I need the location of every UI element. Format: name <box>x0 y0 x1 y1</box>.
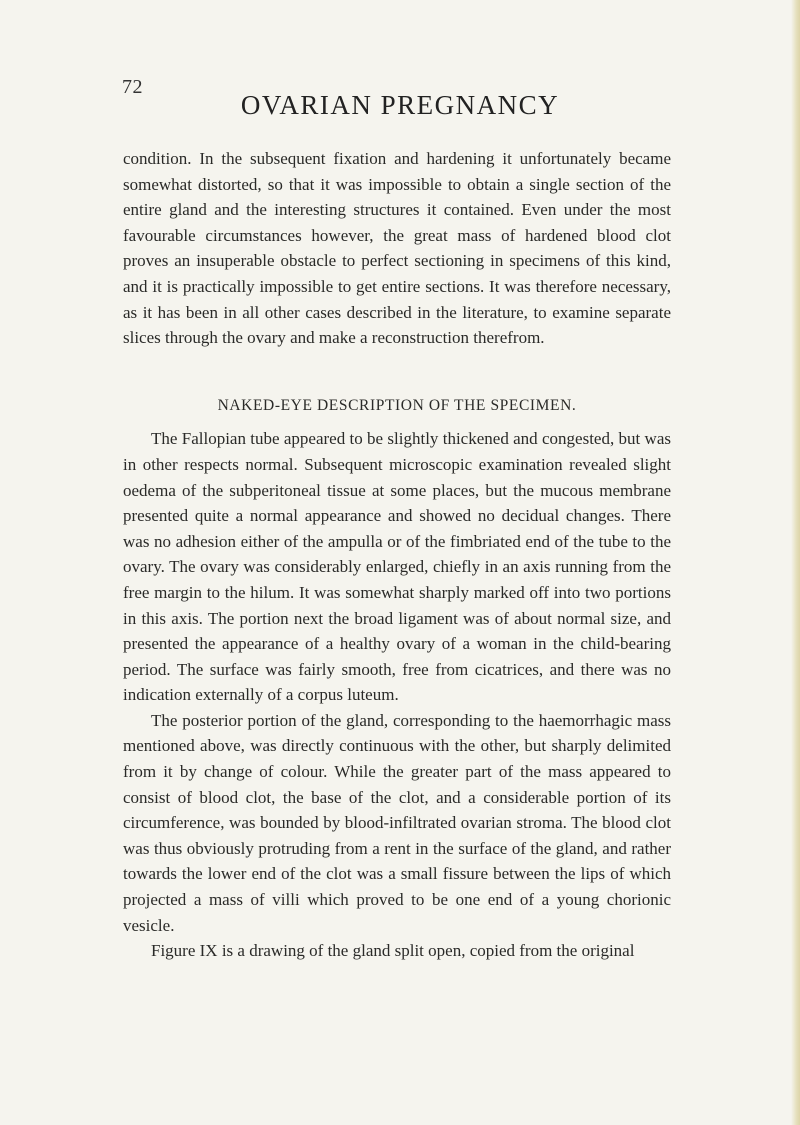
page-edge-discoloration <box>791 0 800 1125</box>
running-head: OVARIAN PREGNANCY <box>240 90 560 120</box>
body-text <box>123 146 671 964</box>
page-number: 72 <box>122 76 143 98</box>
paragraph: Figure IX is a drawing of the gland split open, copied from the original <box>151 941 635 961</box>
section-heading: NAKED-EYE DESCRIPTION OF THE SPECIMEN. <box>217 396 577 414</box>
paragraph: The posterior portion of the gland, corresponding to the haemorrhagic mass mentioned above, was directly continuous with the other, but sharply delimited from it by change of colour. While the greater part of the mass appeared to consist of blood clot, the base of the clot, and a considerable portion of its circumference, was bounded by blood-infiltrated ovarian stroma. The blood clot was thus obviously protruding from a rent in the surface of the gland, and rather towards the lower end of the clot was a small fissure between the lips of which projected a mass of villi which proved to be one end of a young chorionic vesicle. <box>123 710 671 935</box>
paragraph: condition. In the subsequent fixation and hardening it unfortunately became somewhat distorted, so that it was impossible to obtain a single section of the entire gland and the interesting structures it contained. Even under the most favourable circumstances however, the great mass of hardened blood clot proves an insuperable obstacle to perfect sectioning in specimens of this kind, and it is practically impossible to get entire sections. It was therefore necessary, as it has been in all other cases described in the literature, to examine separate slices through the ovary and make a reconstruction therefrom. <box>123 149 671 348</box>
paragraph: The Fallopian tube appeared to be slightly thickened and congested, but was in other respects normal. Subsequent microscopic examination revealed slight oedema of the subperitoneal tissue at some places, but the mucous membrane presented quite a normal appearance and showed no decidual changes. There was no adhesion either of the ampulla or of the fimbriated end of the tube to the ovary. The ovary was considerably enlarged, chiefly in an axis running from the free margin to the hilum. It was somewhat sharply marked off into two portions in this axis. The portion next the broad ligament was of about normal size, and presented the appearance of a healthy ovary of a woman in the child-bearing period. The surface was fairly smooth, free from cicatrices, and there was no indication externally of a corpus luteum. <box>123 429 671 705</box>
